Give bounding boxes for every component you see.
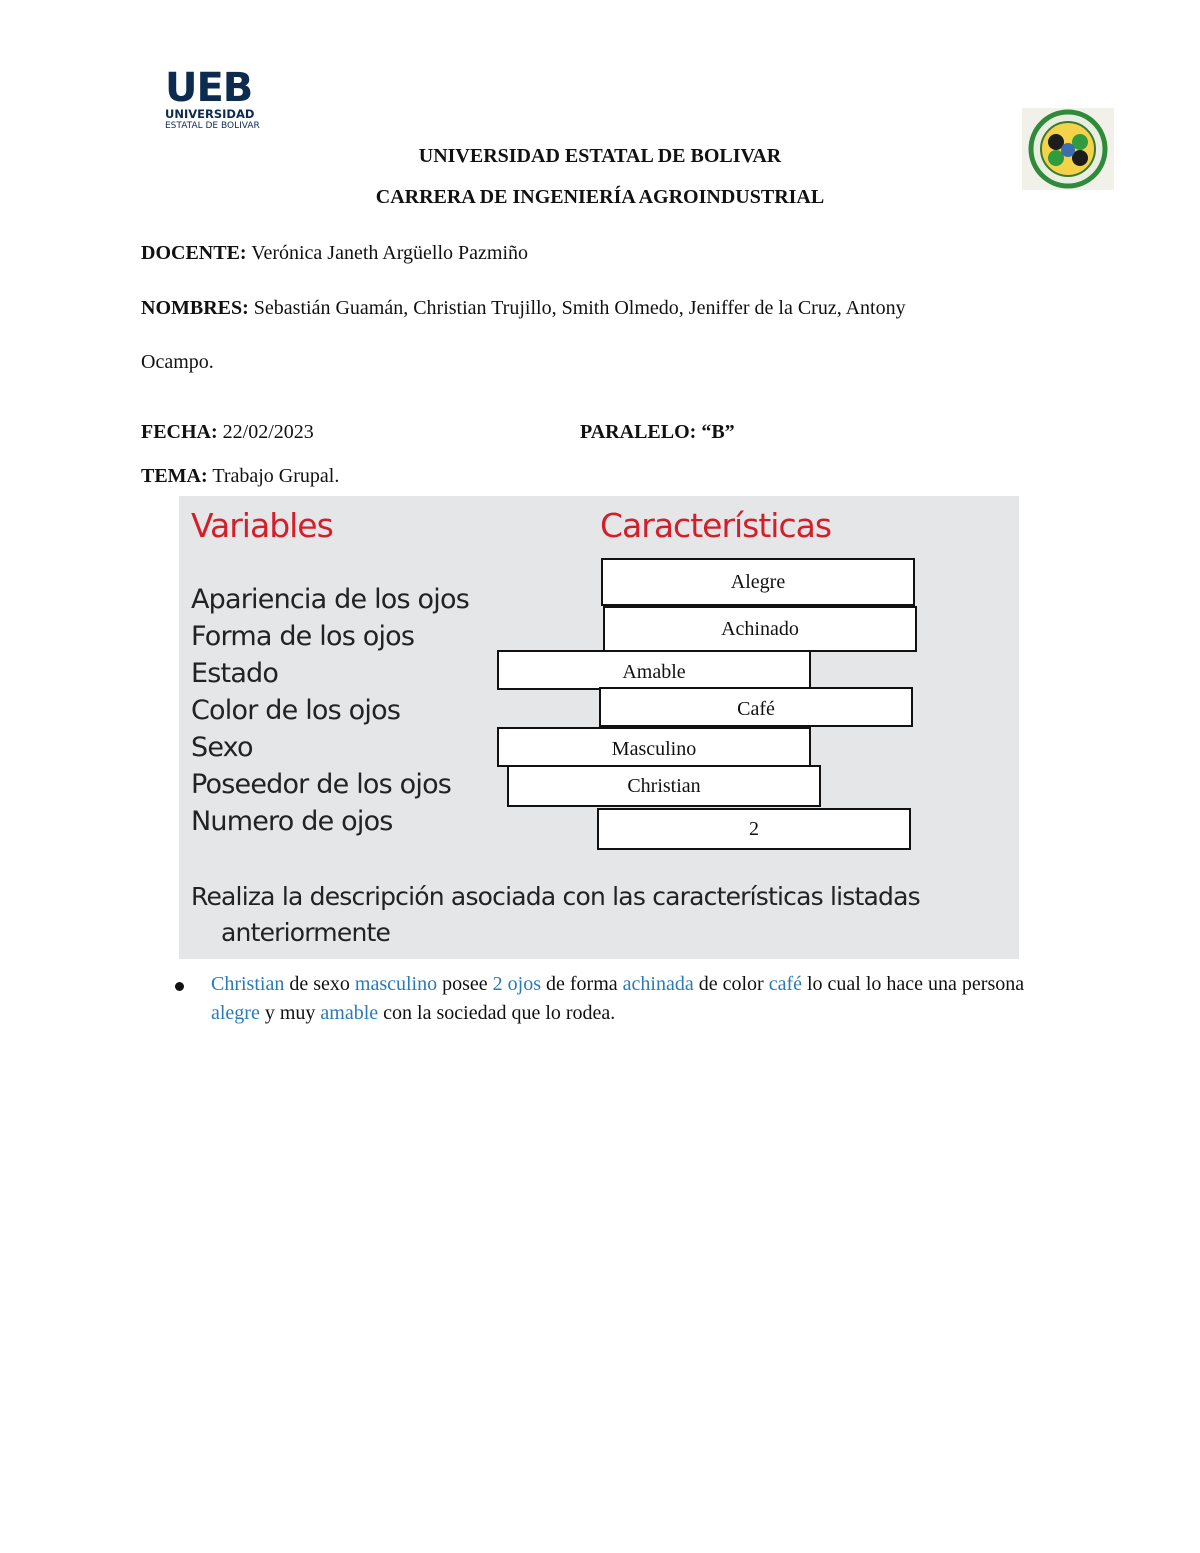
nombres-value: Sebastián Guamán, Christian Trujillo, Smith Olmedo, Jeniffer de la Cruz, Antony bbox=[253, 297, 906, 319]
desc-part: con la sociedad que lo rodea. bbox=[378, 1002, 616, 1024]
desc-part: amable bbox=[320, 1002, 379, 1024]
answer-box: Alegre bbox=[601, 558, 915, 606]
ueb-logo-sub1: UNIVERSIDAD bbox=[165, 107, 255, 121]
fecha-label: FECHA: bbox=[141, 421, 218, 443]
ueb-logo bbox=[165, 65, 275, 134]
fecha-value: 22/02/2023 bbox=[222, 421, 314, 443]
desc-part: café bbox=[768, 973, 802, 995]
desc-part: masculino bbox=[354, 973, 438, 995]
fecha-line bbox=[141, 421, 314, 444]
answer-box: 2 bbox=[597, 808, 911, 850]
variable-label: Estado bbox=[191, 658, 279, 689]
variables-header: Variables bbox=[191, 506, 333, 545]
tema-line bbox=[141, 465, 339, 488]
answer-box: Amable bbox=[497, 650, 811, 690]
desc-part: posee bbox=[437, 973, 493, 995]
tema-label: TEMA: bbox=[141, 465, 208, 487]
university-title: UNIVERSIDAD ESTATAL DE BOLIVAR bbox=[418, 145, 782, 167]
variable-label: Numero de ojos bbox=[191, 806, 393, 837]
career-title: CARRERA DE INGENIERÍA AGROINDUSTRIAL bbox=[375, 186, 825, 208]
ueb-logo-sub2: ESTATAL DE BOLIVAR bbox=[165, 121, 260, 131]
desc-part: Christian bbox=[211, 973, 285, 995]
answer-box: Achinado bbox=[603, 606, 917, 652]
paralelo-label: PARALELO: bbox=[580, 421, 697, 443]
variable-label: Forma de los ojos bbox=[191, 621, 415, 652]
desc-part: achinada bbox=[622, 973, 694, 995]
desc-part: lo cual lo hace una persona bbox=[802, 973, 1025, 995]
paralelo-value: “B” bbox=[701, 421, 735, 443]
answer-box: Café bbox=[599, 687, 913, 727]
docente-label: DOCENTE: bbox=[141, 242, 247, 264]
tema-value: Trabajo Grupal. bbox=[212, 465, 340, 487]
ueb-logo-mark: UEB bbox=[165, 65, 253, 111]
docente-value: Verónica Janeth Argüello Pazmiño bbox=[251, 242, 529, 264]
instruction-line2: anteriormente bbox=[221, 918, 391, 947]
variable-label: Color de los ojos bbox=[191, 695, 401, 726]
desc-part: de color bbox=[693, 973, 769, 995]
variable-label: Poseedor de los ojos bbox=[191, 769, 452, 800]
docente-line bbox=[141, 242, 528, 265]
paralelo-line bbox=[580, 421, 735, 444]
desc-part: de forma bbox=[541, 973, 623, 995]
desc-part: 2 ojos bbox=[492, 973, 541, 995]
instruction-line1: Realiza la descripción asociada con las características listadas bbox=[191, 882, 920, 911]
desc-part: alegre bbox=[211, 1002, 260, 1024]
nombres-line bbox=[141, 297, 906, 320]
description-paragraph bbox=[211, 970, 1071, 1028]
caracteristicas-header: Características bbox=[600, 506, 832, 545]
nombres-label: NOMBRES: bbox=[141, 297, 249, 319]
characteristics-figure bbox=[179, 496, 1019, 959]
desc-part: y muy bbox=[259, 1002, 321, 1024]
variable-label: Apariencia de los ojos bbox=[191, 584, 469, 615]
nombres-continuation: Ocampo. bbox=[141, 351, 214, 373]
bullet-icon bbox=[175, 982, 184, 991]
desc-part: de sexo bbox=[284, 973, 355, 995]
answer-box: Christian bbox=[507, 765, 821, 807]
answer-box: Masculino bbox=[497, 727, 811, 767]
variable-label: Sexo bbox=[191, 732, 253, 763]
